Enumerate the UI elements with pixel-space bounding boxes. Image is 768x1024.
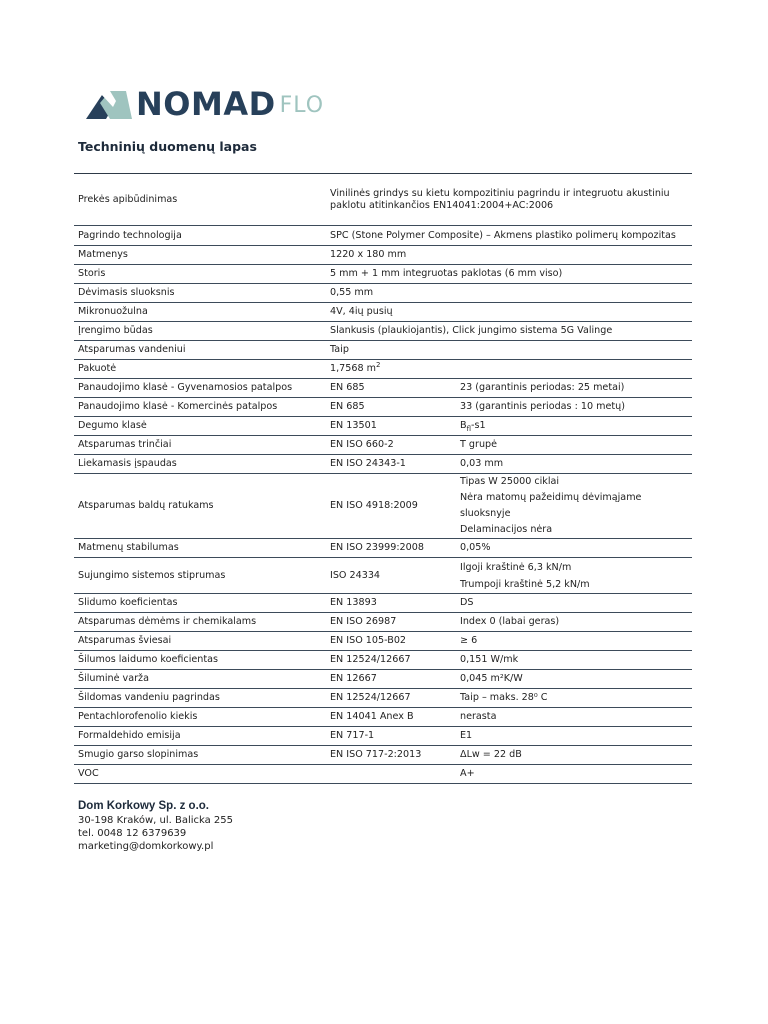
row-label: Šiluminė varža: [74, 670, 322, 689]
row-standard: EN 685: [322, 398, 456, 417]
table-row: [74, 455, 692, 474]
row-label: Įrengimo būdas: [74, 322, 322, 341]
row-label: Atsparumas šviesai: [74, 632, 322, 651]
row-label: Šilumos laidumo koeficientas: [74, 651, 322, 670]
row-value-line: Tipas W 25000 ciklai: [460, 476, 560, 487]
row-value-text: 0,05%: [460, 542, 491, 553]
row-value: [456, 765, 692, 784]
row-standard: ISO 24334: [322, 558, 456, 594]
table-row: [74, 417, 692, 436]
row-label: Pentachlorofenolio kiekis: [74, 708, 322, 727]
row-standard: EN 13501: [322, 417, 456, 436]
table-row: [74, 594, 692, 613]
row-value: [456, 613, 692, 632]
row-value-text: Vinilinės grindys su kietu kompozitiniu pagrindu ir integruotu akustiniu paklotu atitinkančios EN14041:2004+AC:2006: [330, 187, 670, 211]
row-value-tail: -s1: [471, 420, 486, 431]
row-value-text: A+: [460, 768, 475, 779]
row-value-line: Nėra matomų pažeidimų dėvimąjame sluoksnyje: [460, 492, 642, 519]
row-value: [456, 708, 692, 727]
table-row: [74, 613, 692, 632]
row-label: Panaudojimo klasė - Komercinės patalpos: [74, 398, 322, 417]
table-row: [74, 632, 692, 651]
row-value: [322, 265, 692, 284]
company-phone: tel. 0048 12 6379639: [78, 828, 187, 839]
row-value: [456, 455, 692, 474]
table-row: [74, 539, 692, 558]
row-label: Smugio garso slopinimas: [74, 746, 322, 765]
row-standard: EN 13893: [322, 594, 456, 613]
row-label: Storis: [74, 265, 322, 284]
table-row: [74, 651, 692, 670]
row-value: [456, 746, 692, 765]
table-row: [74, 558, 692, 594]
table-row: [74, 379, 692, 398]
row-value-text: 0,045 m²K/W: [460, 673, 523, 684]
row-value-text: 0,55 mm: [330, 287, 374, 298]
row-value-text: ≥ 6: [460, 635, 478, 646]
row-value-text: 4V, 4ių pusių: [330, 306, 393, 317]
row-standard: EN 14041 Anex B: [322, 708, 456, 727]
row-standard: EN ISO 717-2:2013: [322, 746, 456, 765]
row-standard: EN 685: [322, 379, 456, 398]
row-value: [456, 594, 692, 613]
row-value-line: Delaminacijos nėra: [460, 524, 553, 535]
table-row: [74, 398, 692, 417]
table-row: [74, 708, 692, 727]
row-value: [322, 303, 692, 322]
row-label: Atsparumas dėmėms ir chemikalams: [74, 613, 322, 632]
row-label: Atsparumas baldų ratukams: [74, 474, 322, 539]
row-standard: EN 12667: [322, 670, 456, 689]
table-row: [74, 746, 692, 765]
company-address: 30-198 Kraków, ul. Balicka 255: [78, 815, 234, 826]
row-standard: EN ISO 105-B02: [322, 632, 456, 651]
table-row: [74, 436, 692, 455]
row-value-text: B: [460, 420, 467, 431]
row-value-line: Trumpoji kraštinė 5,2 kN/m: [460, 578, 590, 590]
row-value-text: T grupė: [460, 439, 498, 450]
row-label: Matmenys: [74, 246, 322, 265]
row-value-text: 33 (garantinis periodas : 10 metų): [460, 401, 625, 412]
row-label: Pagrindo technologija: [74, 226, 322, 246]
row-label: Atsparumas vandeniui: [74, 341, 322, 360]
row-value-subscript: fl: [466, 424, 472, 433]
row-value: [456, 398, 692, 417]
row-value: [456, 689, 692, 708]
row-value: [456, 379, 692, 398]
row-standard: EN 12524/12667: [322, 689, 456, 708]
row-value: [322, 322, 692, 341]
row-label: Liekamasis įspaudas: [74, 455, 322, 474]
row-value: [456, 436, 692, 455]
table-row: [74, 303, 692, 322]
row-label: Matmenų stabilumas: [74, 539, 322, 558]
company-block: [78, 800, 233, 853]
brand-logo: [86, 86, 324, 122]
row-standard: EN ISO 660-2: [322, 436, 456, 455]
row-standard: EN ISO 23999:2008: [322, 539, 456, 558]
mountain-logo-icon: [86, 89, 132, 119]
row-standard: EN ISO 4918:2009: [322, 474, 456, 539]
page-title: Techninių duomenų lapas: [78, 139, 257, 154]
row-value-text: 0,03 mm: [460, 458, 504, 469]
row-value-text: 5 mm + 1 mm integruotas paklotas (6 mm viso): [330, 268, 563, 279]
row-standard: EN ISO 26987: [322, 613, 456, 632]
row-value-text: 1,7568 m: [330, 363, 376, 374]
row-value: [456, 558, 692, 594]
row-label: Pakuotė: [74, 360, 322, 379]
row-value-text: E1: [460, 730, 473, 741]
row-label: Slidumo koeficientas: [74, 594, 322, 613]
row-value: [456, 539, 692, 558]
row-value: [456, 632, 692, 651]
row-value-text: 0,151 W/mk: [460, 654, 519, 665]
table-row: [74, 765, 692, 784]
row-value-text: SPC (Stone Polymer Composite) – Akmens plastiko polimerų kompozitas: [330, 229, 676, 241]
table-row: [74, 360, 692, 379]
row-value: [322, 174, 692, 226]
table-row: [74, 474, 692, 539]
row-label: Sujungimo sistemos stiprumas: [74, 558, 322, 594]
table-row: [74, 670, 692, 689]
row-value: [322, 284, 692, 303]
company-email[interactable]: marketing@domkorkowy.pl: [78, 841, 214, 852]
row-value: [322, 360, 692, 379]
table-row: [74, 341, 692, 360]
table-row: [74, 689, 692, 708]
row-value-line: Ilgoji kraštinė 6,3 kN/m: [460, 561, 572, 573]
row-standard: [322, 765, 456, 784]
row-label: Formaldehido emisija: [74, 727, 322, 746]
row-label: Degumo klasė: [74, 417, 322, 436]
row-standard: EN 12524/12667: [322, 651, 456, 670]
row-value: [456, 417, 692, 436]
row-value-text: Index 0 (labai geras): [460, 616, 560, 627]
row-value: [456, 727, 692, 746]
row-value-text: nerasta: [460, 711, 497, 722]
row-label: Panaudojimo klasė - Gyvenamosios patalpos: [74, 379, 322, 398]
row-value: [456, 651, 692, 670]
row-value: [322, 341, 692, 360]
row-value-text: Taip: [330, 344, 349, 355]
row-label: Prekės apibūdinimas: [74, 174, 322, 226]
row-value-superscript: 2: [375, 360, 381, 369]
row-standard: EN 717-1: [322, 727, 456, 746]
row-label: Šildomas vandeniu pagrindas: [74, 689, 322, 708]
row-label: Mikronuožulna: [74, 303, 322, 322]
brand-name: NOMAD: [136, 85, 276, 123]
table-row: [74, 322, 692, 341]
row-value-text: 1220 x 180 mm: [330, 249, 407, 260]
row-label: Dėvimasis sluoksnis: [74, 284, 322, 303]
row-value-text: ΔLw = 22 dB: [460, 749, 522, 760]
row-value-text: 23 (garantinis periodas: 25 metai): [460, 382, 625, 393]
company-name: Dom Korkowy Sp. z o.o.: [78, 800, 209, 812]
row-value-text: Taip – maks. 28⁰ C: [460, 692, 548, 703]
row-value-text: Slankusis (plaukiojantis), Click jungimo sistema 5G Valinge: [330, 325, 613, 336]
row-standard: EN ISO 24343-1: [322, 455, 456, 474]
row-value: [456, 670, 692, 689]
spec-table: [74, 173, 692, 784]
row-label: VOC: [74, 765, 322, 784]
table-row: [74, 226, 692, 246]
row-value: [322, 226, 692, 246]
table-row: [74, 246, 692, 265]
row-label: Atsparumas trinčiai: [74, 436, 322, 455]
table-row: [74, 284, 692, 303]
table-row: [74, 174, 692, 226]
brand-sub: FLO: [279, 93, 325, 118]
row-value: [322, 246, 692, 265]
row-value: [456, 474, 692, 539]
row-value-text: DS: [460, 597, 474, 608]
table-row: [74, 265, 692, 284]
table-row: [74, 727, 692, 746]
